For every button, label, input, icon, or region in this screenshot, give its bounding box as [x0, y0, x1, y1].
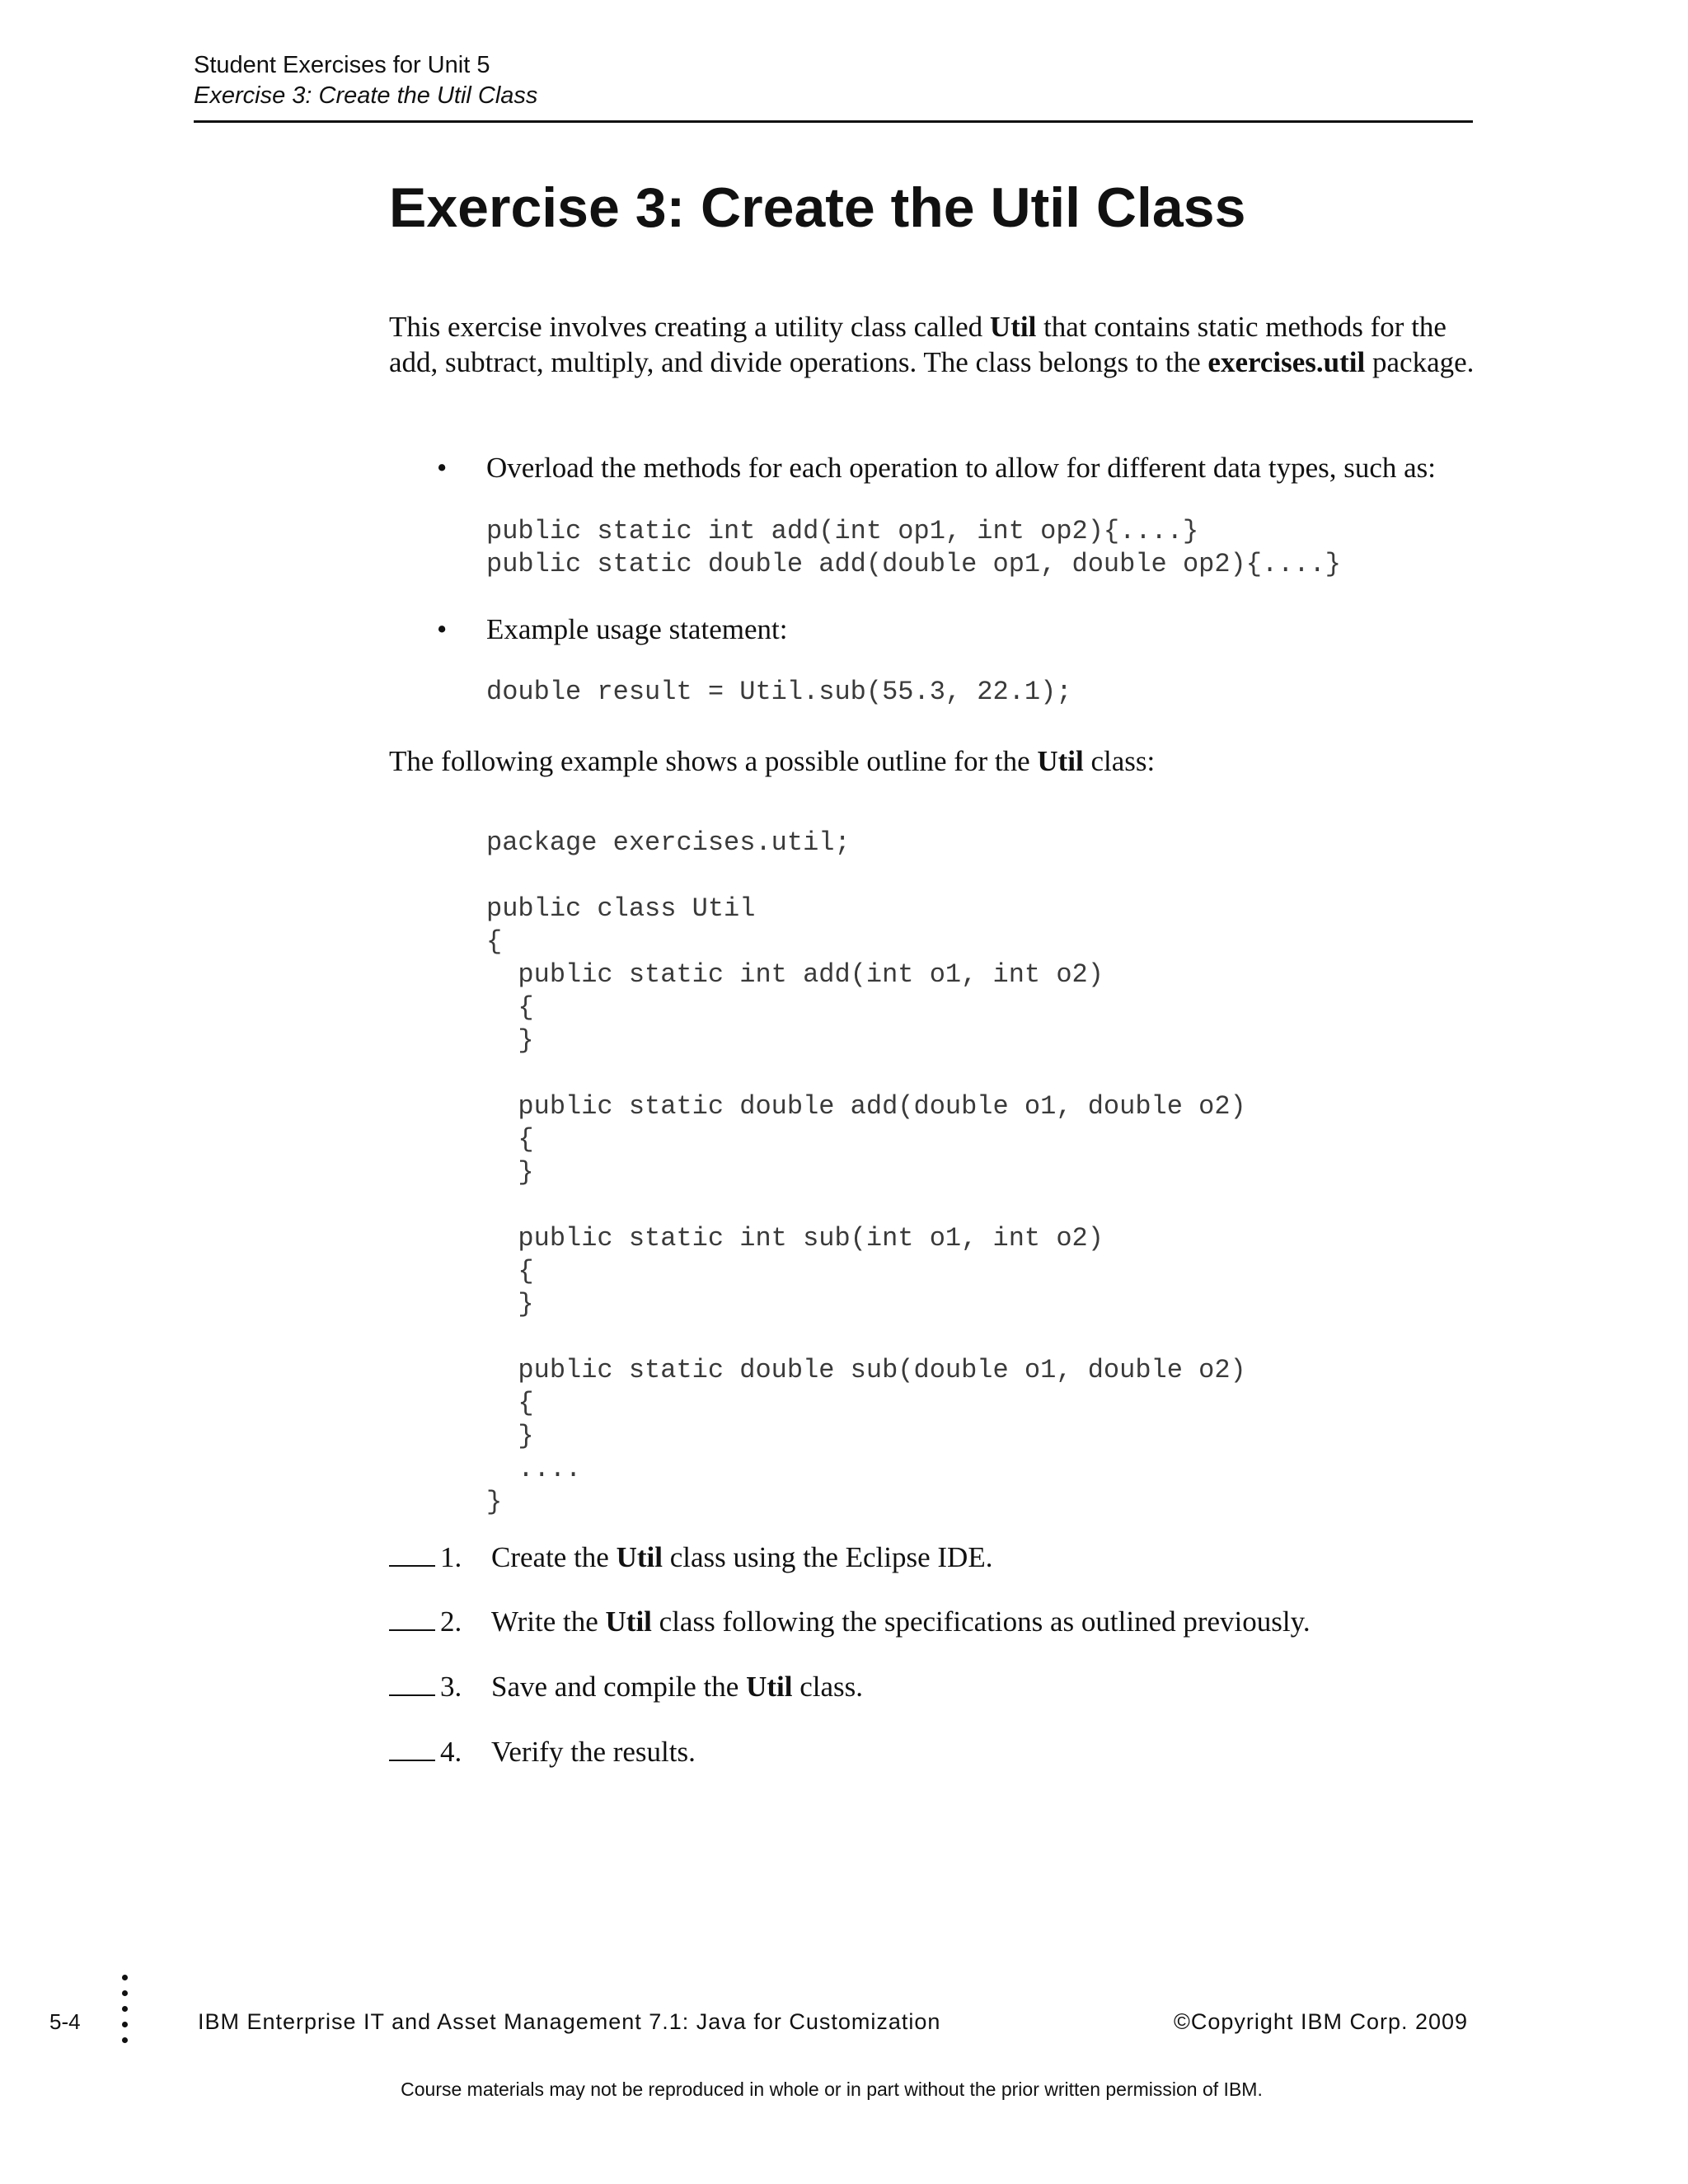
- step-item: [389, 1671, 863, 1704]
- dot: [122, 2006, 128, 2012]
- page-number: 5-4: [49, 2009, 81, 2034]
- dot: [122, 1975, 128, 1980]
- page-title: Exercise 3: Create the Util Class: [389, 176, 1246, 239]
- code-class-outline: package exercises.util; public class Util { public static int add(int o1, int o2) { } public static double add(double o1, double o2) { } public static int sub(int o1, int o2) { } public static double sub(double o1, double o2) { } .... }: [486, 827, 1246, 1517]
- step-text: Verify the results.: [491, 1736, 696, 1768]
- step-number: 3.: [440, 1671, 462, 1703]
- intro-package-name: exercises.util: [1207, 346, 1366, 378]
- bullet-usage-text: Example usage statement:: [486, 613, 788, 645]
- checkbox-line: [389, 1542, 435, 1567]
- intro-text-1: This exercise involves creating a utility class called: [389, 311, 990, 343]
- checkbox-line: [389, 1736, 435, 1761]
- dot: [122, 2037, 128, 2043]
- step-number: 4.: [440, 1736, 462, 1768]
- step-text: class.: [792, 1671, 864, 1703]
- bullet-symbol: •: [437, 613, 448, 645]
- step-text: Create the: [491, 1541, 617, 1573]
- intro-text-2: that contains static methods for the add, subtract, multiply, and divide operations. The class belongs to the: [389, 311, 1447, 378]
- bullet-overload-text: Overload the methods for each operation to allow for different data types, such as:: [486, 452, 1437, 484]
- step-text: class using the Eclipse IDE.: [662, 1541, 993, 1573]
- footer-course-title: IBM Enterprise IT and Asset Management 7.1: Java for Customization: [198, 2009, 941, 2034]
- step-item: [389, 1541, 992, 1574]
- footer-copyright: ©Copyright IBM Corp. 2009: [1174, 2009, 1469, 2034]
- dot: [122, 1990, 128, 1996]
- outline-intro-text-1: The following example shows a possible outline for the: [389, 745, 1038, 777]
- intro-class-name: Util: [989, 311, 1037, 343]
- header-divider: [194, 120, 1473, 123]
- step-item: [389, 1605, 1311, 1638]
- step-text: Save and compile the: [491, 1671, 747, 1703]
- code-usage-example: double result = Util.sub(55.3, 22.1);: [486, 677, 1072, 707]
- running-header-subtitle: Exercise 3: Create the Util Class: [194, 82, 538, 109]
- outline-intro-class-name: Util: [1037, 745, 1084, 777]
- footer-notice: Course materials may not be reproduced in whole or in part without the prior written permission of IBM.: [401, 2079, 1263, 2100]
- checkbox-line: [389, 1606, 435, 1631]
- code-overload-example: public static int add(int op1, int op2){....} public static double add(double op1, double op2){....}: [486, 516, 1341, 579]
- outline-intro-text-2: class:: [1083, 745, 1156, 777]
- step-text: Write the: [491, 1605, 606, 1638]
- running-header-title: Student Exercises for Unit 5: [194, 52, 490, 78]
- step-bold: Util: [746, 1671, 793, 1703]
- step-bold: Util: [605, 1605, 652, 1638]
- step-number: 1.: [440, 1541, 462, 1573]
- intro-paragraph: [389, 309, 1477, 380]
- footer-dot-column: [122, 1975, 130, 2053]
- step-text: class following the specifications as outlined previously.: [651, 1605, 1311, 1638]
- checkbox-line: [389, 1671, 435, 1696]
- intro-text-3: package.: [1365, 346, 1475, 378]
- step-number: 2.: [440, 1605, 462, 1638]
- dot: [122, 2022, 128, 2027]
- outline-intro-paragraph: [389, 743, 1477, 779]
- step-bold: Util: [616, 1541, 663, 1573]
- step-item: [389, 1736, 696, 1769]
- bullet-symbol: •: [437, 452, 448, 484]
